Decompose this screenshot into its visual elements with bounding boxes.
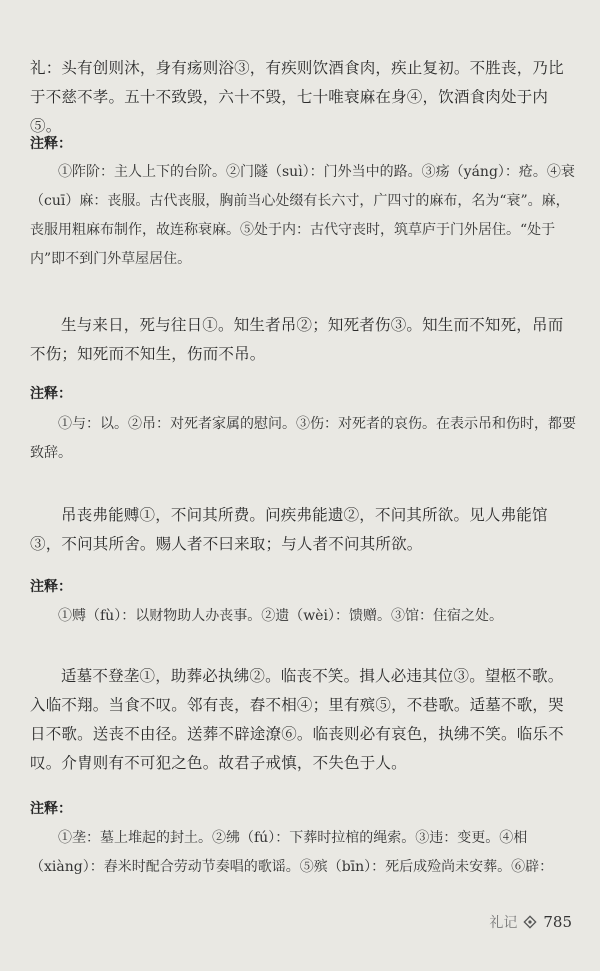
notes-3-label: 注释： bbox=[30, 579, 72, 595]
paragraph-3 bbox=[30, 501, 578, 559]
paragraph-1 bbox=[30, 54, 578, 141]
ornament-icon bbox=[523, 915, 537, 929]
notes-1-body bbox=[30, 158, 578, 274]
notes-1-text: ①阼阶：主人上下的台阶。②门隧（suì）：门外当中的路。③疡（yáng）：疮。④衰（cuī）麻：丧服。古代丧服，胸前当心处缀有长六寸，广四寸的麻布，名为“衰”。麻，丧服用粗麻布制作，故连称衰麻。⑤处于内：古代守丧时，筑草庐于门外居住。“处于内”即不到门外草屋居住。 bbox=[30, 164, 575, 267]
notes-2-text: ①与：以。②吊：对死者家属的慰问。③伤：对死者的哀伤。在表示吊和伤时，都要致辞。 bbox=[30, 416, 576, 461]
paragraph-1-text: 礼：头有创则沐，身有疡则浴③，有疾则饮酒食肉，疾止复初。不胜丧，乃比于不慈不孝。五十不致毁，六十不毁，七十唯衰麻在身④，饮酒食肉处于内⑤。 bbox=[30, 59, 564, 135]
notes-4-label: 注释： bbox=[30, 801, 72, 817]
notes-2-label: 注释： bbox=[30, 386, 72, 402]
paragraph-4-text: 适墓不登垄①，助葬必执绋②。临丧不笑。揖人必违其位③。望柩不歌。入临不翔。当食不叹。邻有丧，舂不相④；里有殡⑤，不巷歌。适墓不歌，哭日不歌。送丧不由径。送葬不辟途潦⑥。临丧则必有哀色，执绋不笑。临乐不叹。介胄则有不可犯之色。故君子戒慎，不失色于人。 bbox=[30, 667, 564, 772]
paragraph-4 bbox=[30, 662, 578, 778]
paragraph-2-text: 生与来日，死与往日①。知生者吊②；知死者伤③。知生而不知死，吊而不伤；知死而不知生，伤而不吊。 bbox=[30, 316, 564, 363]
notes-1 bbox=[30, 134, 578, 154]
notes-3-text: ①赙（fù）：以财物助人办丧事。②遗（wèi）：馈赠。③馆：住宿之处。 bbox=[58, 608, 503, 624]
paragraph-3-text: 吊丧弗能赙①，不问其所费。问疾弗能遗②，不问其所欲。见人弗能馆③，不问其所舍。赐人者不曰来取；与人者不问其所欲。 bbox=[30, 506, 548, 553]
notes-2 bbox=[30, 384, 578, 404]
notes-4 bbox=[30, 799, 578, 819]
notes-3 bbox=[30, 577, 578, 597]
notes-2-body bbox=[30, 410, 578, 468]
book-title: 礼记 bbox=[489, 915, 518, 931]
notes-4-body bbox=[30, 824, 578, 882]
page-footer bbox=[489, 912, 572, 932]
notes-4-text: ①垄：墓上堆起的封土。②绋（fú）：下葬时拉棺的绳索。③违：变更。④相（xiàng）：舂米时配合劳动节奏唱的歌谣。⑤殡（bīn）：死后成殓尚未安葬。⑥辟： bbox=[30, 830, 554, 875]
page-number: 785 bbox=[543, 913, 572, 931]
notes-3-body bbox=[30, 602, 578, 631]
paragraph-2 bbox=[30, 311, 578, 369]
notes-1-label: 注释： bbox=[30, 136, 72, 152]
